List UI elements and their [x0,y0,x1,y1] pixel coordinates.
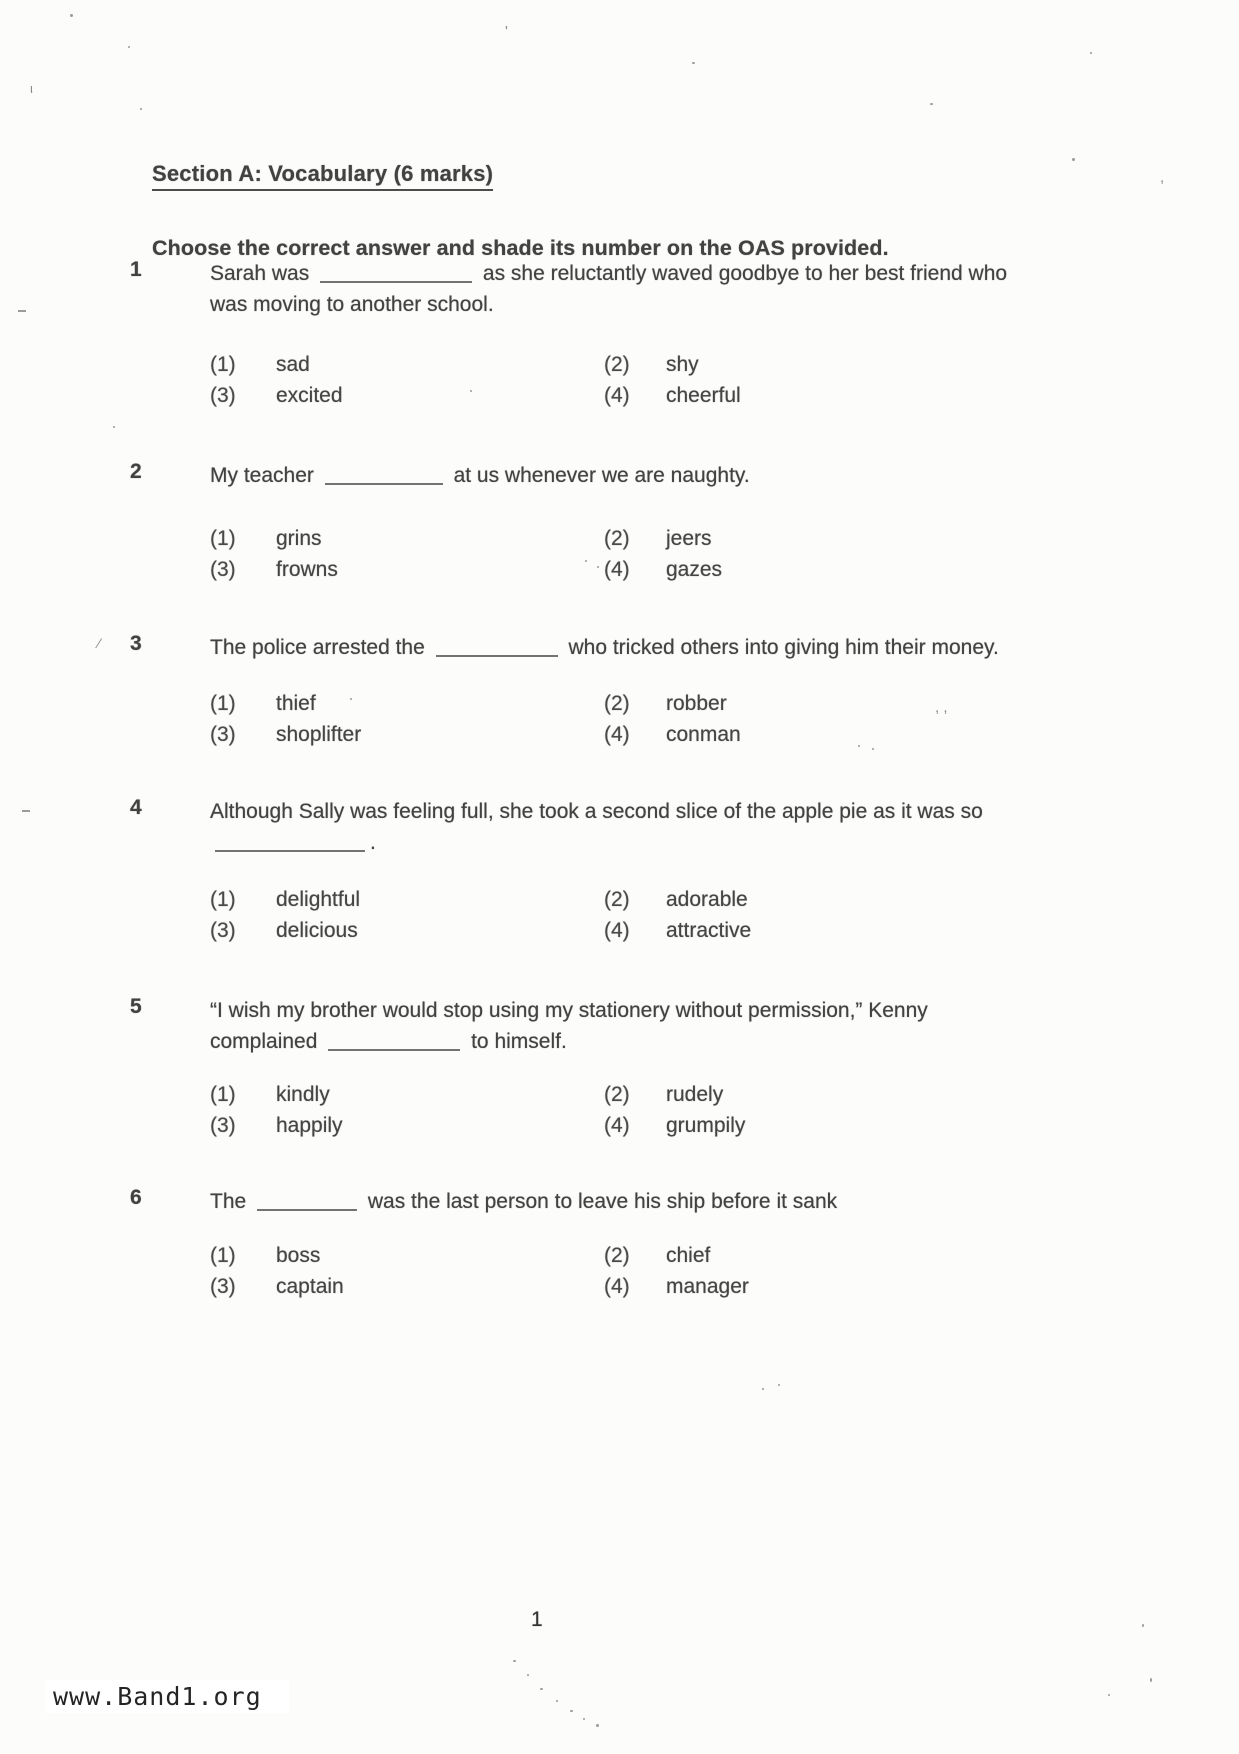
option-number: (1) [210,527,236,550]
question-sentence [210,796,1005,858]
question-number: 4 [130,796,142,819]
scan-speck [585,560,587,562]
question-sentence [210,632,999,663]
scan-speck [1150,1678,1152,1682]
scan-speck [1108,1694,1110,1696]
option-number: (4) [604,1275,630,1298]
scan-speck [18,310,26,312]
options-grid [210,1083,970,1138]
option-label: jeers [666,527,712,550]
scan-speck [597,566,599,568]
scan-speck [556,1700,558,1702]
option-number: (2) [604,1244,630,1267]
scan-speck [540,1688,543,1690]
scan-speck [596,1724,599,1727]
option-label: frowns [276,558,338,581]
scan-speck [22,810,30,812]
option-number: (4) [604,919,630,942]
option-number: (3) [210,384,236,407]
option-number: (4) [604,384,630,407]
question-number: 6 [130,1186,142,1209]
sentence-post: at us whenever we are naughty. [453,464,750,487]
option-label: shoplifter [276,723,362,746]
option-label: grumpily [666,1114,746,1137]
question-3 [130,632,999,747]
scan-speck [872,748,874,750]
option-number: (4) [604,723,630,746]
question-2 [130,460,750,582]
option-label: chief [666,1244,711,1267]
question-body [210,995,970,1138]
option-number: (4) [604,558,630,581]
question-number: 5 [130,995,142,1018]
sentence-pre: The [210,1190,247,1213]
option-label: delicious [276,919,358,942]
sentence-post: who tricked others into giving him their money. [568,636,999,659]
sentence-pre: My teacher [210,464,314,487]
option-label: gazes [666,558,723,581]
scan-speck [350,698,352,700]
question-body [210,796,1005,943]
option-label: delightful [276,888,361,911]
answer-blank [328,1034,460,1051]
question-number: 3 [130,632,142,655]
scan-speck [858,745,860,747]
option-label: excited [276,384,343,407]
scan-speck: ⁄ [98,635,101,651]
option-number: (3) [210,1114,236,1137]
question-body [210,1186,837,1299]
sentence-post: was the last person to leave his ship before it sank [367,1190,838,1213]
sentence-post: . [370,831,376,854]
sentence-post: to himself. [471,1030,567,1053]
options-grid [210,353,1010,408]
scan-speck [513,1660,516,1662]
answer-blank [215,835,365,852]
options-grid [210,888,1005,943]
scan-speck: , , [935,699,948,716]
question-body [210,258,1010,408]
question-6 [130,1186,837,1299]
question-sentence [210,995,970,1057]
option-label: attractive [666,919,752,942]
option-number: (1) [210,888,236,911]
option-number: (2) [604,527,630,550]
question-number: 1 [130,258,142,281]
scan-speck: ι [30,81,33,96]
scan-speck [70,14,73,17]
option-label: sad [276,353,310,376]
answer-blank [325,468,443,485]
option-label: shy [666,353,699,376]
option-number: (3) [210,723,236,746]
scan-speck [470,390,472,392]
question-sentence [210,1186,837,1217]
option-label: captain [276,1275,344,1298]
option-label: adorable [666,888,748,911]
scan-speck [692,62,695,64]
page-number: 1 [531,1608,543,1631]
scan-speck [778,1384,780,1386]
option-number: (1) [210,1244,236,1267]
options-grid [210,527,750,582]
scan-speck [527,1674,529,1676]
scan-speck [140,108,142,110]
options-grid [210,1244,837,1299]
option-number: (2) [604,353,630,376]
option-number: (1) [210,353,236,376]
scan-speck [1142,1624,1144,1627]
option-number: (3) [210,558,236,581]
scan-speck [930,103,933,105]
sentence-pre: The police arrested the [210,636,425,659]
question-body [210,632,999,747]
option-label: boss [276,1244,321,1267]
option-label: rudely [666,1083,724,1106]
question-5 [130,995,970,1138]
question-body [210,460,750,582]
option-label: conman [666,723,741,746]
option-label: grins [276,527,322,550]
watermark-band1: www.Band1.org [45,1680,289,1713]
question-number: 2 [130,460,142,483]
question-sentence [210,460,750,491]
option-number: (3) [210,1275,236,1298]
scan-speck [570,1710,573,1712]
question-4 [130,796,1005,943]
instructions-text: Choose the correct answer and shade its number on the OAS provided. [152,235,889,260]
scan-speck: ' [505,23,508,40]
option-number: (3) [210,919,236,942]
scan-speck: , [1160,169,1165,186]
options-grid [210,692,999,747]
sentence-pre: “I wish my brother would stop using my stationery without permission,” Kenny complained [210,999,928,1053]
question-1 [130,258,1010,408]
option-label: happily [276,1114,343,1137]
option-label: robber [666,692,727,715]
option-label: kindly [276,1083,330,1106]
question-sentence [210,258,1010,320]
answer-blank [436,640,558,657]
option-label: cheerful [666,384,741,407]
option-label: manager [666,1275,749,1298]
option-number: (2) [604,692,630,715]
sentence-post: as she reluctantly waved goodbye to her best friend who was moving to another school. [210,262,1008,316]
option-number: (4) [604,1114,630,1137]
answer-blank [320,266,472,283]
scan-speck [583,1718,585,1720]
sentence-pre: Sarah was [210,262,310,285]
option-label: thief [276,692,316,715]
option-number: (1) [210,1083,236,1106]
answer-blank [257,1194,357,1211]
scan-speck [113,426,115,428]
option-number: (2) [604,888,630,911]
option-number: (1) [210,692,236,715]
section-title: Section A: Vocabulary (6 marks) [152,161,493,191]
scan-speck [128,46,130,48]
sentence-pre: Although Sally was feeling full, she took a second slice of the apple pie as it was so [210,800,983,823]
scan-speck [1072,158,1075,161]
scan-speck [1090,52,1092,54]
scan-speck [762,1388,764,1390]
option-number: (2) [604,1083,630,1106]
